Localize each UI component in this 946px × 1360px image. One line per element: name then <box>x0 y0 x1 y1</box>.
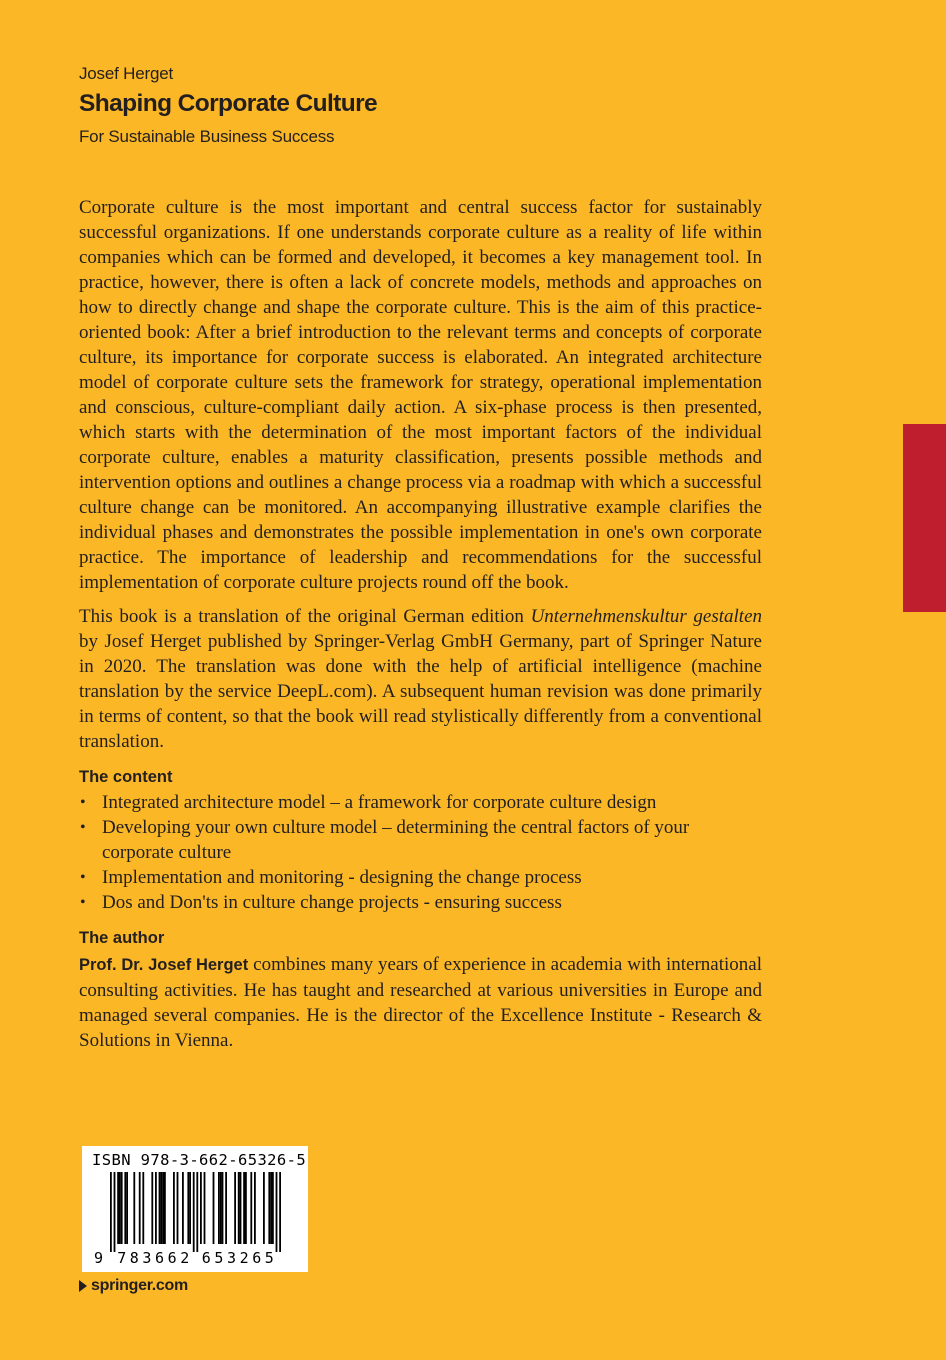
barcode-bar <box>182 1172 184 1244</box>
book-title: Shaping Corporate Culture <box>79 90 378 117</box>
barcode-digit: 3 <box>227 1249 237 1267</box>
barcode-bar <box>173 1172 175 1244</box>
barcode-bar <box>139 1172 141 1244</box>
barcode-bar <box>213 1172 215 1244</box>
content-heading: The content <box>79 768 173 786</box>
bullet-icon: • <box>80 794 86 811</box>
author-bio-name: Prof. Dr. Josef Herget <box>79 956 249 974</box>
barcode-digit: 3 <box>142 1249 152 1267</box>
barcode-bar <box>142 1172 144 1244</box>
barcode-digit: 8 <box>129 1249 139 1267</box>
barcode-digits <box>94 1249 274 1267</box>
springer-link-label: springer.com <box>91 1277 188 1294</box>
content-list <box>79 790 762 915</box>
barcode-bar <box>238 1172 240 1244</box>
barcode-digit: 6 <box>155 1249 165 1267</box>
barcode-bar <box>276 1172 278 1252</box>
barcode-digit: 7 <box>117 1249 127 1267</box>
description-paragraph: Corporate culture is the most important and central success factor for sustainably successful organizations. If one understands corporate culture as a reality of life within companies which can be formed and developed, it becomes a key management tool. In practice, however, there is often a lack of concrete models, methods and approaches on how to directly change and shape the corporate culture. This is the aim of this practice-oriented book: After a brief introduction to the relevant terms and concepts of corporate culture, its importance for corporate success is elaborated. An integrated architecture model of corporate culture sets the framework for strategy, operational implementation and conscious, culture-compliant daily action. A six-phase process is then presented, which starts with the determination of the most important factors of the individual corporate culture, enables a maturity classification, presents possible methods and intervention options and outlines a change process via a roadmap with which a successful culture change can be monitored. An accompanying illustrative example clarifies the individual phases and demonstrates the possible implementation in one's own corporate practice. The importance of leadership and recommendations for the successful implementation of corporate culture projects round off the book. <box>79 197 762 593</box>
barcode-bar <box>133 1172 135 1244</box>
original-title: Unternehmenskultur gestalten <box>530 606 763 627</box>
barcode-bar <box>164 1172 166 1244</box>
translation-note-start: This book is a translation of the original German edition <box>79 606 531 627</box>
barcode-bar <box>110 1172 112 1252</box>
barcode-bar <box>193 1172 195 1252</box>
barcode-digit: 5 <box>214 1249 224 1267</box>
bullet-icon: • <box>80 869 86 886</box>
barcode-digit: 9 <box>94 1249 104 1267</box>
barcode-bar <box>160 1172 162 1244</box>
author-heading: The author <box>79 929 165 947</box>
springer-link[interactable] <box>79 1277 188 1295</box>
barcode-bar <box>177 1172 179 1244</box>
barcode-digit: 6 <box>167 1249 177 1267</box>
bullet-icon: • <box>80 894 86 911</box>
barcode-digit: 2 <box>180 1249 190 1267</box>
barcode-bar <box>162 1172 164 1244</box>
list-item: • Implementation and monitoring - designing the change process <box>80 867 582 888</box>
barcode-digit: 5 <box>264 1249 274 1267</box>
barcode-bar <box>222 1172 224 1244</box>
barcode-bar <box>159 1172 161 1244</box>
author-bio <box>79 952 762 1053</box>
bullet-icon: • <box>80 819 86 836</box>
list-item: • Developing your own culture model – determining the central factors of your corporate culture <box>80 817 690 863</box>
barcode-bar <box>270 1172 272 1244</box>
barcode-bar <box>225 1172 227 1244</box>
list-item: • Dos and Don'ts in culture change projects - ensuring success <box>80 892 562 913</box>
barcode-bar <box>250 1172 252 1244</box>
translation-note-end: by Josef Herget published by Springer-Verlag GmbH Germany, part of Springer Nature in 2020. The translation was done with the help of artificial intelligence (machine translation by the service DeepL.com). A subsequent human revision was done primarily in terms of content, so that the book will read stylistically differently from a conventional translation. <box>79 631 762 752</box>
barcode-bar <box>268 1172 270 1244</box>
barcode-bar <box>245 1172 247 1244</box>
barcode-bar <box>196 1172 198 1252</box>
barcode-bar <box>272 1172 274 1244</box>
barcode-bar <box>114 1172 116 1252</box>
barcode-bar <box>151 1172 153 1244</box>
barcode-bars <box>110 1172 281 1252</box>
isbn-barcode <box>82 1146 308 1272</box>
author-bio-text: combines many years of experience in academia with international consulting activities. He has taught and researched at various universities in Europe and managed several companies. He is the director of the Excellence Institute - Research & Solutions in Vienna. <box>79 954 762 1051</box>
barcode-bar <box>279 1172 281 1252</box>
barcode-bar <box>218 1172 220 1244</box>
barcode-bar <box>234 1172 236 1244</box>
barcode-digit: 6 <box>252 1249 262 1267</box>
barcode-bar <box>189 1172 191 1244</box>
barcode-bar <box>220 1172 222 1244</box>
barcode-bar <box>155 1172 157 1244</box>
book-subtitle: For Sustainable Business Success <box>79 127 335 146</box>
translation-note <box>79 604 762 754</box>
barcode-bar <box>263 1172 265 1244</box>
spine-color-tab <box>903 424 946 612</box>
barcode-bar <box>243 1172 245 1244</box>
barcode-bar <box>187 1172 189 1244</box>
barcode-digit: 6 <box>201 1249 211 1267</box>
back-cover-text <box>79 195 762 1053</box>
barcode-bar <box>117 1172 119 1244</box>
barcode-bar <box>121 1172 123 1244</box>
arrow-right-icon <box>79 1280 87 1292</box>
barcode-bar <box>204 1172 206 1244</box>
barcode-digit: 2 <box>239 1249 249 1267</box>
isbn-label: ISBN 978-3-662-65326-5 <box>92 1151 307 1169</box>
barcode-bar <box>254 1172 256 1244</box>
barcode-bar <box>240 1172 242 1244</box>
list-item: • Integrated architecture model – a framework for corporate culture design <box>80 792 657 813</box>
barcode-bar <box>119 1172 121 1244</box>
barcode-bar <box>126 1172 128 1244</box>
barcode-bar <box>124 1172 126 1244</box>
author-name: Josef Herget <box>79 64 173 83</box>
barcode-bar <box>200 1172 202 1244</box>
